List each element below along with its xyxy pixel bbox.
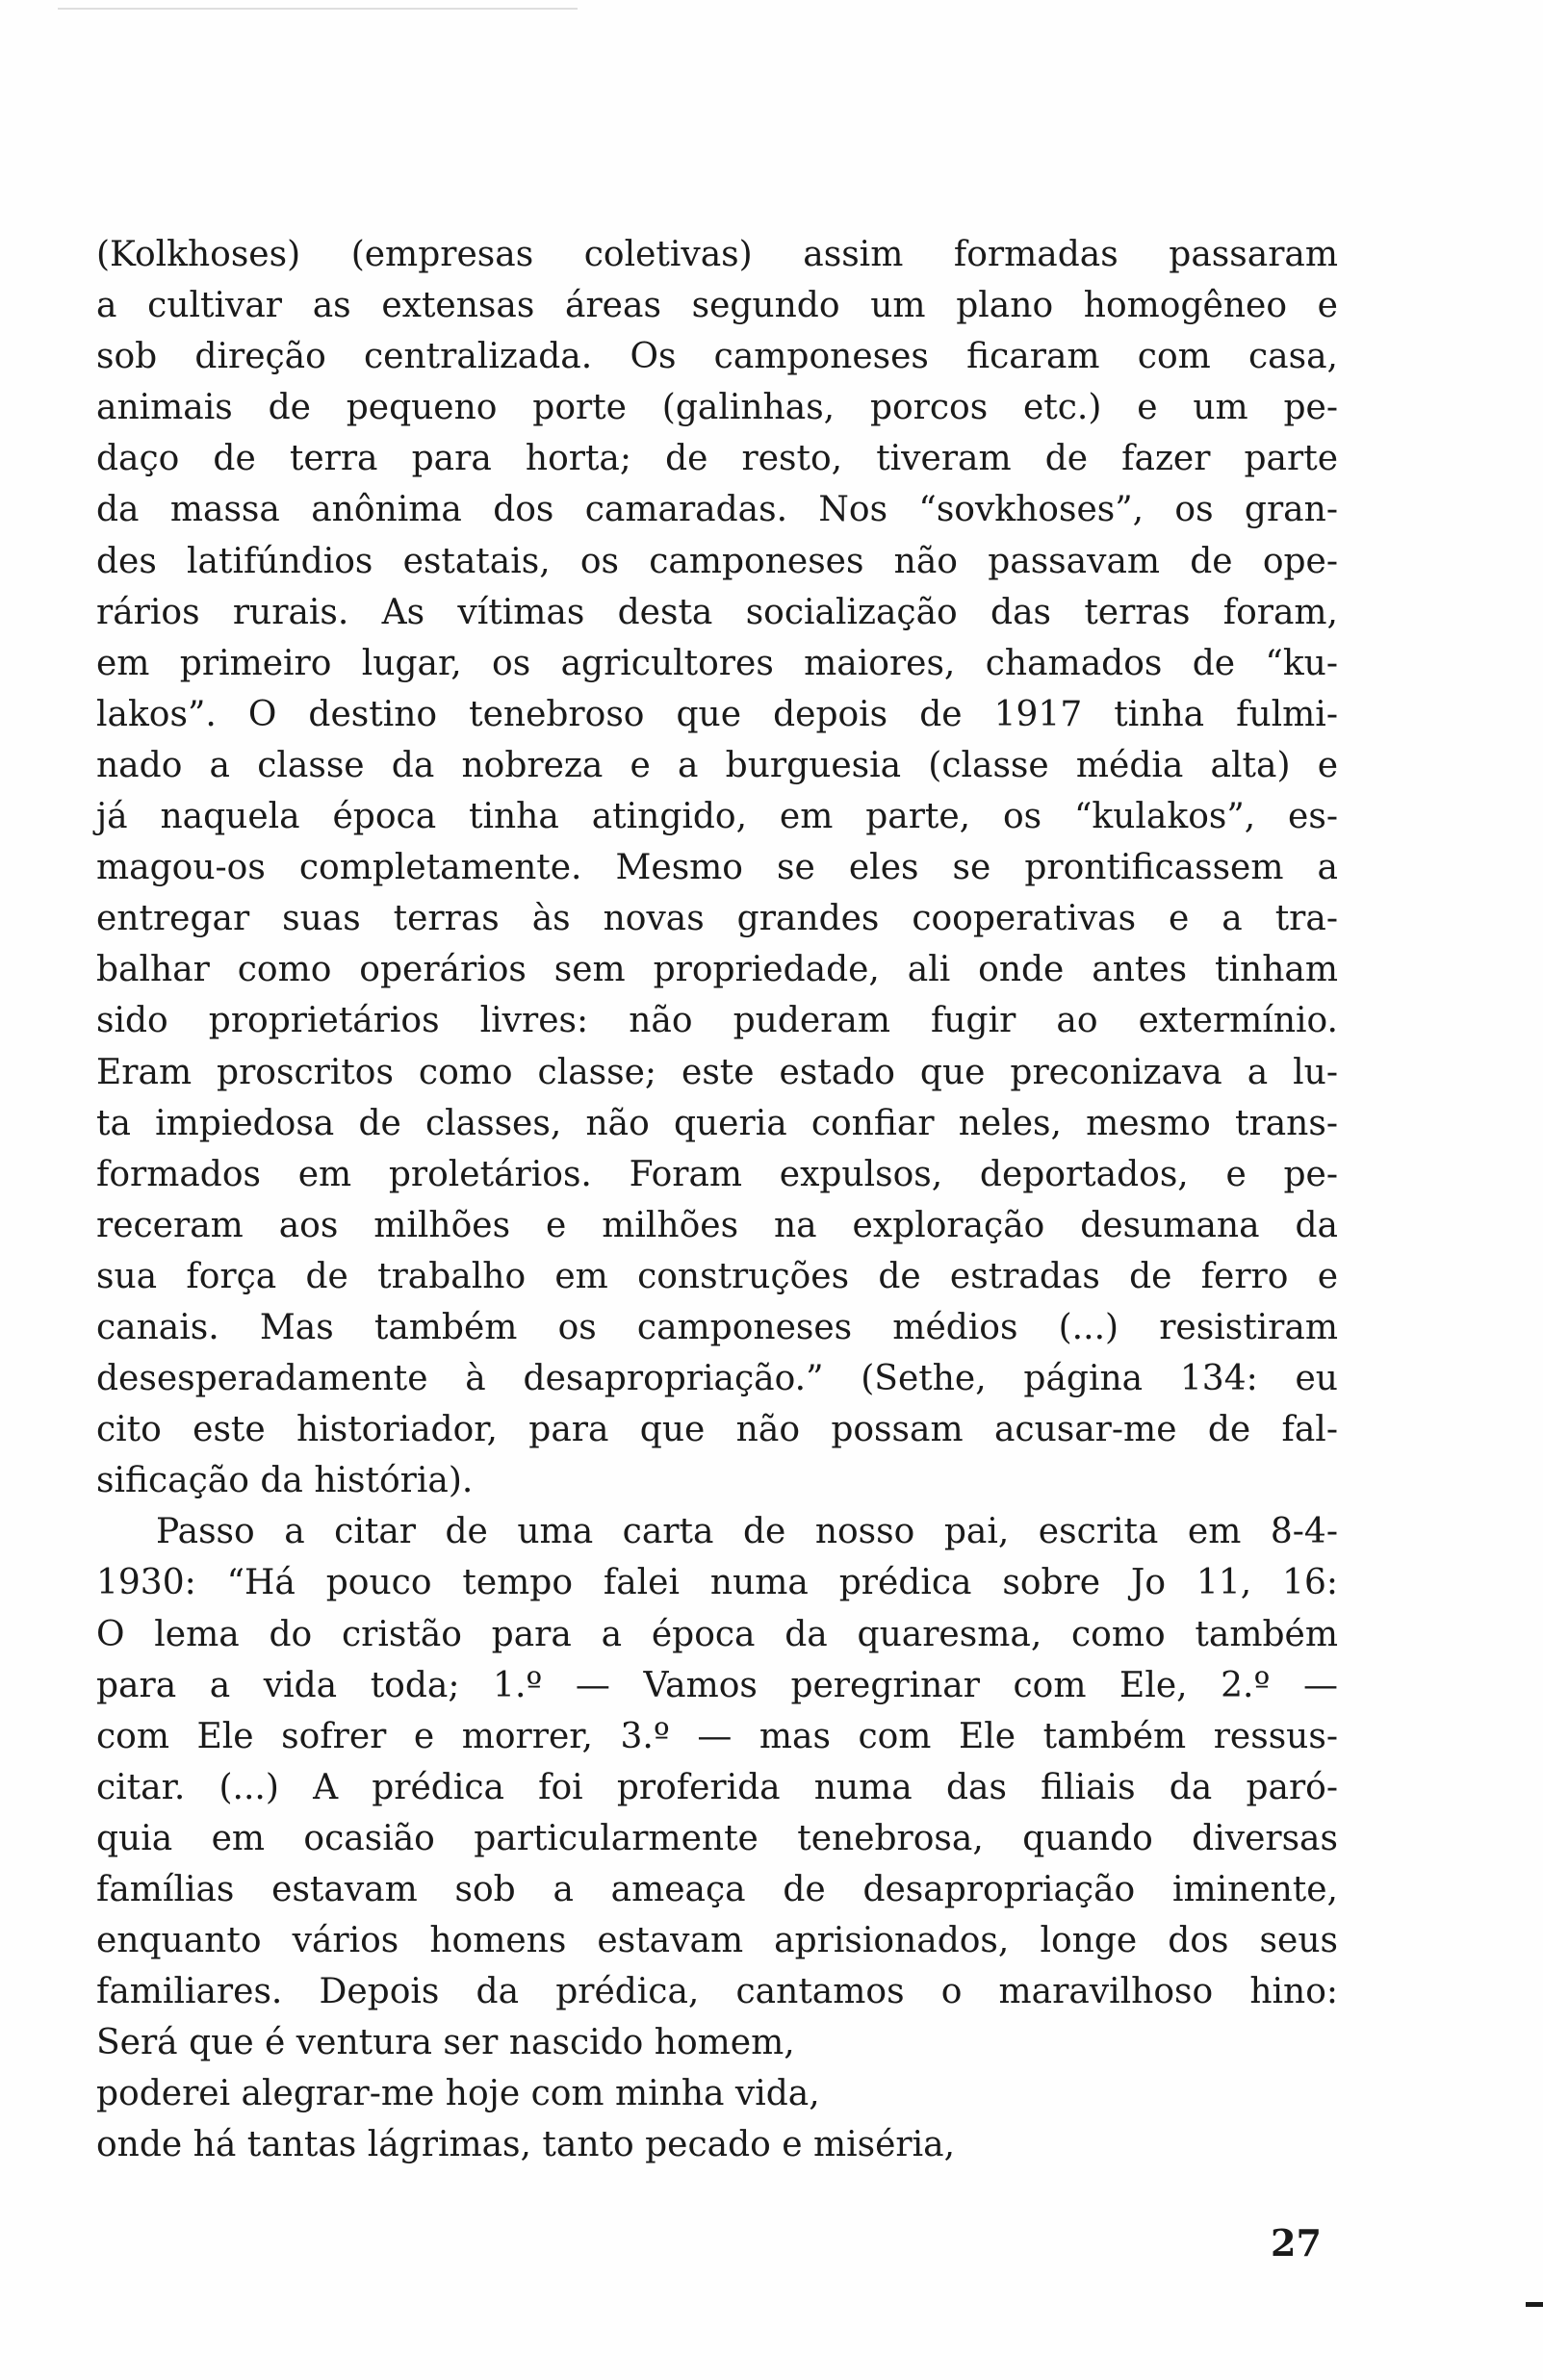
text-line: para a vida toda; 1.º — Vamos peregrinar com Ele, 2.º —	[96, 1665, 1338, 1705]
text-line: rários rurais. As vítimas desta socialização das terras foram,	[96, 592, 1338, 632]
text-line: a cultivar as extensas áreas segundo um plano homogêneo e	[96, 286, 1338, 326]
text-line: Eram proscritos como classe; este estado que preconizava a lu-	[96, 1052, 1338, 1092]
text-line: desesperadamente à desapropriação.” (Sethe, página 134: eu	[96, 1359, 1338, 1399]
text-line: receram aos milhões e milhões na exploração desumana da	[96, 1205, 1338, 1245]
text-line: 1930: “Há pouco tempo falei numa prédica sobre Jo 11, 16:	[96, 1563, 1338, 1603]
text-line: sido proprietários livres: não puderam fugir ao extermínio.	[96, 1001, 1338, 1041]
hymn-line: poderei alegrar-me hoje com minha vida,	[96, 2074, 820, 2114]
text-line: magou-os completamente. Mesmo se eles se prontificassem a	[96, 848, 1338, 888]
text-line: sob direção centralizada. Os camponeses ficaram com casa,	[96, 337, 1338, 377]
text-line: com Ele sofrer e morrer, 3.º — mas com Ele também ressus-	[96, 1716, 1338, 1756]
text-line: entregar suas terras às novas grandes cooperativas e a tra-	[96, 899, 1338, 939]
paragraph-end-line: sificação da história).	[96, 1461, 474, 1501]
text-line: ta impiedosa de classes, não queria confiar neles, mesmo trans-	[96, 1103, 1338, 1143]
text-line: enquanto vários homens estavam aprisionados, longe dos seus	[96, 1921, 1338, 1961]
text-line: sua força de trabalho em construções de estradas de ferro e	[96, 1256, 1338, 1296]
text-line: des latifúndios estatais, os camponeses não passavam de ope-	[96, 541, 1338, 581]
text-line: nado a classe da nobreza e a burguesia (classe média alta) e	[96, 745, 1338, 785]
text-line: em primeiro lugar, os agricultores maiores, chamados de “ku-	[96, 643, 1338, 683]
text-line: famílias estavam sob a ameaça de desapropriação iminente,	[96, 1870, 1338, 1909]
text-line: (Kolkhoses) (empresas coletivas) assim formadas passaram	[96, 235, 1338, 274]
text-line: lakos”. O destino tenebroso que depois de 1917 tinha fulmi-	[96, 694, 1338, 734]
text-line: da massa anônima dos camaradas. Nos “sovkhoses”, os gran-	[96, 490, 1338, 530]
hymn-line: onde há tantas lágrimas, tanto pecado e miséria,	[96, 2125, 956, 2165]
text-line: O lema do cristão para a época da quaresma, como também	[96, 1614, 1338, 1654]
text-line: citar. (...) A prédica foi proferida numa das filiais da paró-	[96, 1767, 1338, 1807]
edge-mark	[1526, 2302, 1543, 2307]
text-line: animais de pequeno porte (galinhas, porcos etc.) e um pe-	[96, 388, 1338, 428]
text-line: cito este historiador, para que não possam acusar-me de fal-	[96, 1410, 1338, 1450]
text-line: formados em proletários. Foram expulsos, deportados, e pe-	[96, 1154, 1338, 1194]
page-number: 27	[1271, 2221, 1322, 2265]
text-line: daço de terra para horta; de resto, tiveram de fazer parte	[96, 439, 1338, 479]
top-edge-shadow	[58, 8, 578, 10]
text-line: quia em ocasião particularmente tenebrosa, quando diversas	[96, 1818, 1338, 1858]
body-text	[96, 229, 1338, 2171]
hymn-line: Será que é ventura ser nascido homem,	[96, 2023, 795, 2063]
text-line: canais. Mas também os camponeses médios (...) resistiram	[96, 1307, 1338, 1347]
text-line: balhar como operários sem propriedade, ali onde antes tinham	[96, 950, 1338, 990]
text-line: familiares. Depois da prédica, cantamos o maravilhoso hino:	[96, 1972, 1338, 2012]
paragraph-start-line: Passo a citar de uma carta de nosso pai, escrita em 8-4-	[156, 1512, 1338, 1552]
text-line: já naquela época tinha atingido, em parte, os “kulakos”, es-	[96, 797, 1338, 837]
